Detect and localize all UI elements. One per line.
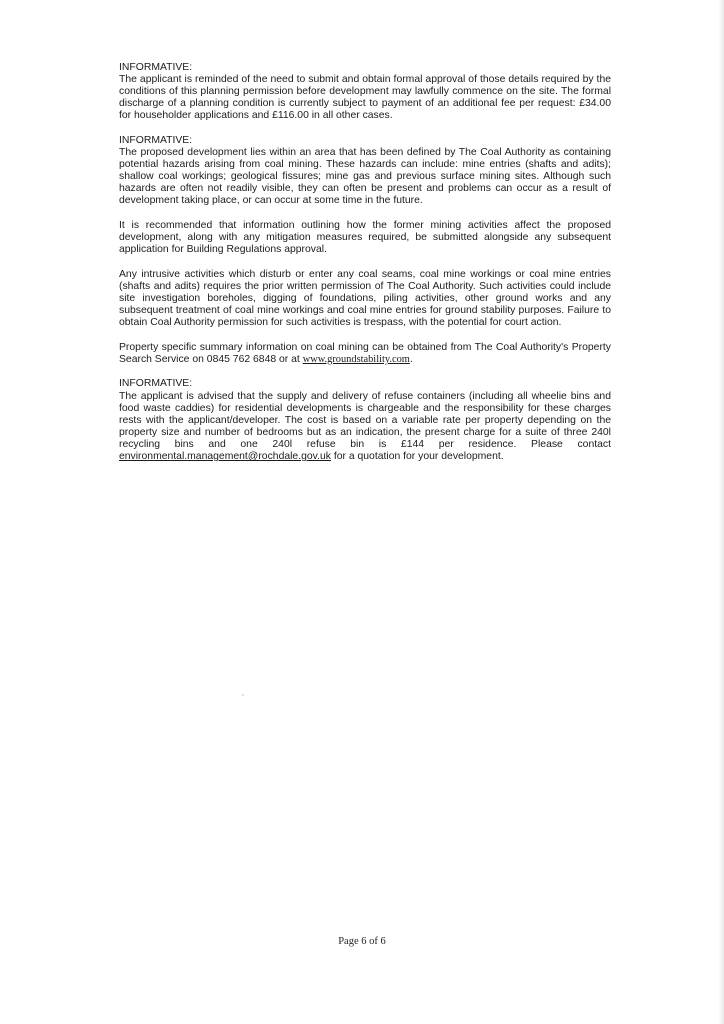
informative-heading: INFORMATIVE:: [119, 134, 193, 146]
informative-heading: INFORMATIVE:: [119, 378, 193, 390]
document-body: [119, 62, 611, 476]
coal-hazard-paragraph: The proposed development lies within an area that has been defined by The Coal Authority as containing potential hazards arising from coal mining. These hazards can include: mine entries (shafts and adits); shallow coal workings; geological fissures; mine gas and previous surface mining sites. Although such hazards are often not readily visible, they can often be present and problems can occur as a result of development taking place, or can occur at some time in the future.: [119, 147, 611, 207]
scan-speck: [242, 694, 244, 696]
refuse-containers-paragraph: [119, 391, 611, 464]
property-search-end: .: [409, 353, 413, 365]
page-edge-shadow: [718, 0, 724, 1024]
page-number: Page 6 of 6: [338, 936, 386, 947]
mitigation-paragraph: It is recommended that information outlining how the former mining activities affect the proposed development, along with any mitigation measures required, be submitted alongside any subsequent application for Building Regulations approval.: [119, 220, 611, 256]
environmental-management-email-link[interactable]: environmental.management@rochdale.gov.uk: [119, 451, 331, 463]
informative-heading: INFORMATIVE:: [119, 62, 193, 73]
refuse-text-end: for a quotation for your development.: [330, 451, 504, 463]
informative-section-3: [119, 378, 611, 463]
informative-paragraph: The applicant is reminded of the need to submit and obtain formal approval of those details required by the conditions of this planning permission before development may lawfully commence on the site. The formal discharge of a planning condition is currently subject to payment of an additional fee per request: £34.00 for householder applications and £116.00 in all other cases.: [119, 74, 611, 122]
informative-section-2: [119, 135, 611, 366]
informative-section-1: [119, 62, 611, 122]
property-search-text: Property specific summary information on coal mining can be obtained from The Coal Authority's Property Search Service on 0845 762 6848 or at: [119, 341, 611, 365]
property-search-paragraph: [119, 342, 611, 366]
intrusive-activities-paragraph: Any intrusive activities which disturb or enter any coal seams, coal mine workings or coal mine entries (shafts and adits) requires the prior written permission of The Coal Authority. Such activities could include site investigation boreholes, digging of foundations, piling activities, other ground works and any subsequent treatment of coal mine workings and coal mine entries for ground stability purposes. Failure to obtain Coal Authority permission for such activities is trespass, with the potential for court action.: [119, 268, 611, 329]
refuse-text: The applicant is advised that the supply and delivery of refuse containers (including all wheelie bins and food waste caddies) for residential developments is chargeable and the responsibility for these charges rests with the applicant/developer. The cost is based on a variable rate per property depending on the property size and number of bedrooms but as an indication, the present charge for a suite of three 240l recycling bins and one 240l refuse bin is £144 per residence. Please contact: [119, 390, 611, 450]
groundstability-link[interactable]: www.groundstability.com: [302, 353, 410, 365]
